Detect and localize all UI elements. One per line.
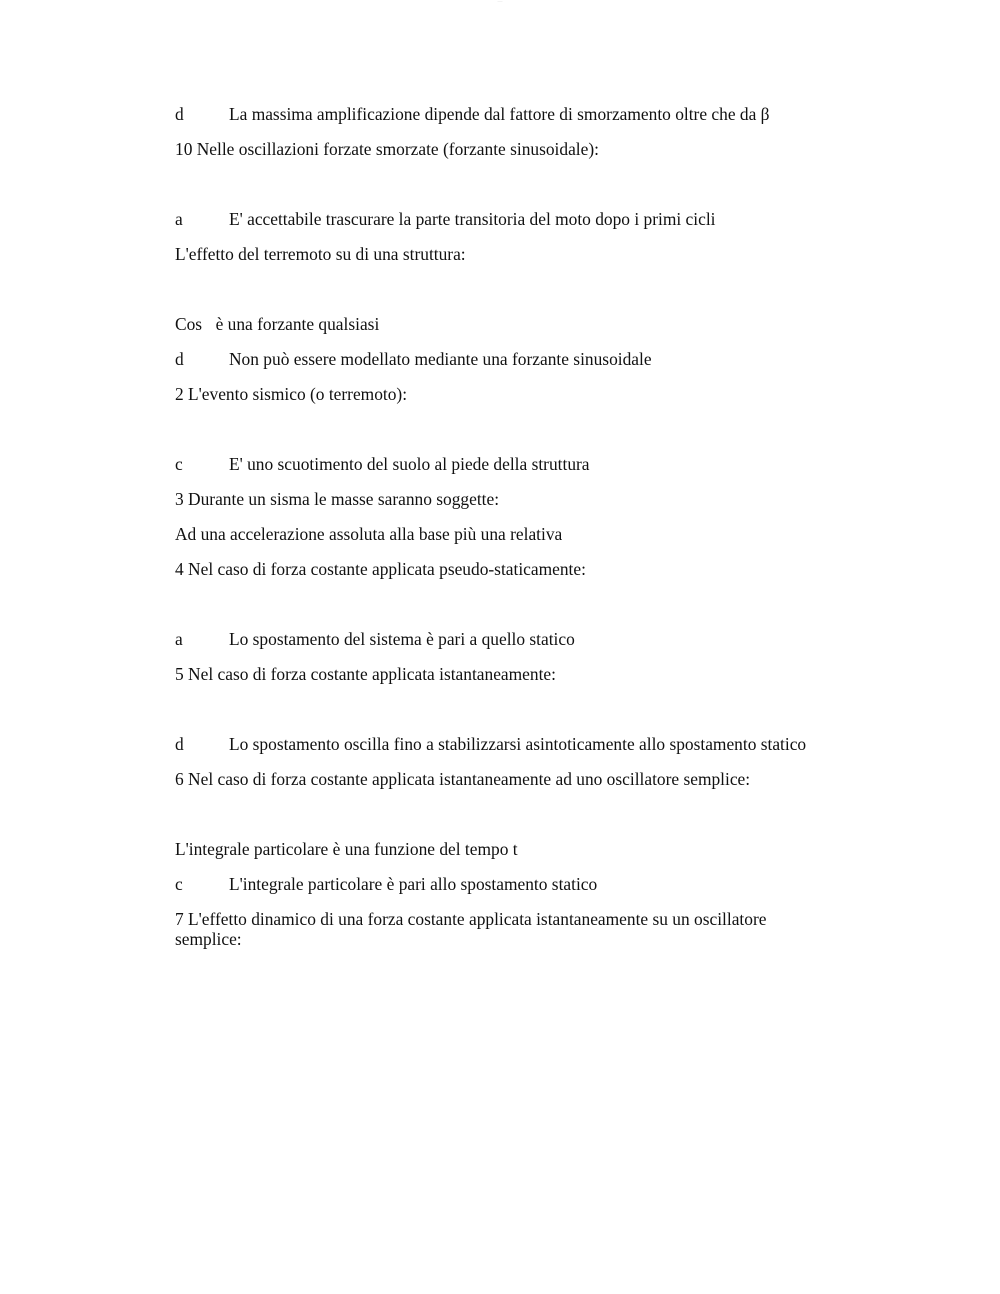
answer-text: E' uno scuotimento del suolo al piede della struttura bbox=[229, 454, 590, 474]
answer-line bbox=[175, 454, 815, 474]
answer-letter: c bbox=[175, 454, 183, 474]
answer-letter: d bbox=[175, 734, 184, 754]
question-line: 4 Nel caso di forza costante applicata pseudo-staticamente: bbox=[175, 559, 586, 579]
answer-line: Ad una accelerazione assoluta alla base più una relativa bbox=[175, 524, 563, 544]
answer-line bbox=[175, 349, 815, 369]
answer-text: Lo spostamento oscilla fino a stabilizzarsi asintoticamente allo spostamento statico bbox=[229, 734, 807, 754]
question-line: 2 L'evento sismico (o terremoto): bbox=[175, 384, 408, 404]
answer-line bbox=[175, 629, 815, 649]
question-line: 10 Nelle oscillazioni forzate smorzate (forzante sinusoidale): bbox=[175, 139, 599, 159]
document-body bbox=[175, 104, 815, 949]
answer-line bbox=[175, 874, 815, 894]
question-line: 7 L'effetto dinamico di una forza costante applicata istantaneamente su un oscillatore semplice: bbox=[175, 909, 767, 949]
answer-letter: d bbox=[175, 104, 184, 124]
answer-letter: d bbox=[175, 349, 184, 369]
answer-text: E' accettabile trascurare la parte transitoria del moto dopo i primi cicli bbox=[229, 209, 716, 229]
answer-line bbox=[175, 734, 815, 754]
header-mark: _____ bbox=[497, 0, 503, 2]
answer-text: La massima amplificazione dipende dal fattore di smorzamento oltre che da β bbox=[229, 104, 770, 124]
answer-line bbox=[175, 209, 815, 229]
answer-letter: a bbox=[175, 209, 183, 229]
question-line: 6 Nel caso di forza costante applicata istantaneamente ad uno oscillatore semplice: bbox=[175, 769, 751, 789]
question-line: 5 Nel caso di forza costante applicata istantaneamente: bbox=[175, 664, 556, 684]
answer-text: Lo spostamento del sistema è pari a quello statico bbox=[229, 629, 575, 649]
answer-line: L'integrale particolare è una funzione del tempo t bbox=[175, 839, 518, 859]
answer-line: Cos è una forzante qualsiasi bbox=[175, 314, 380, 334]
answer-text: Non può essere modellato mediante una forzante sinusoidale bbox=[229, 349, 652, 369]
answer-letter: c bbox=[175, 874, 183, 894]
question-line: L'effetto del terremoto su di una struttura: bbox=[175, 244, 466, 264]
answer-letter: a bbox=[175, 629, 183, 649]
answer-text: L'integrale particolare è pari allo spostamento statico bbox=[229, 874, 598, 894]
answer-line bbox=[175, 104, 815, 124]
question-line: 3 Durante un sisma le masse saranno soggette: bbox=[175, 489, 500, 509]
